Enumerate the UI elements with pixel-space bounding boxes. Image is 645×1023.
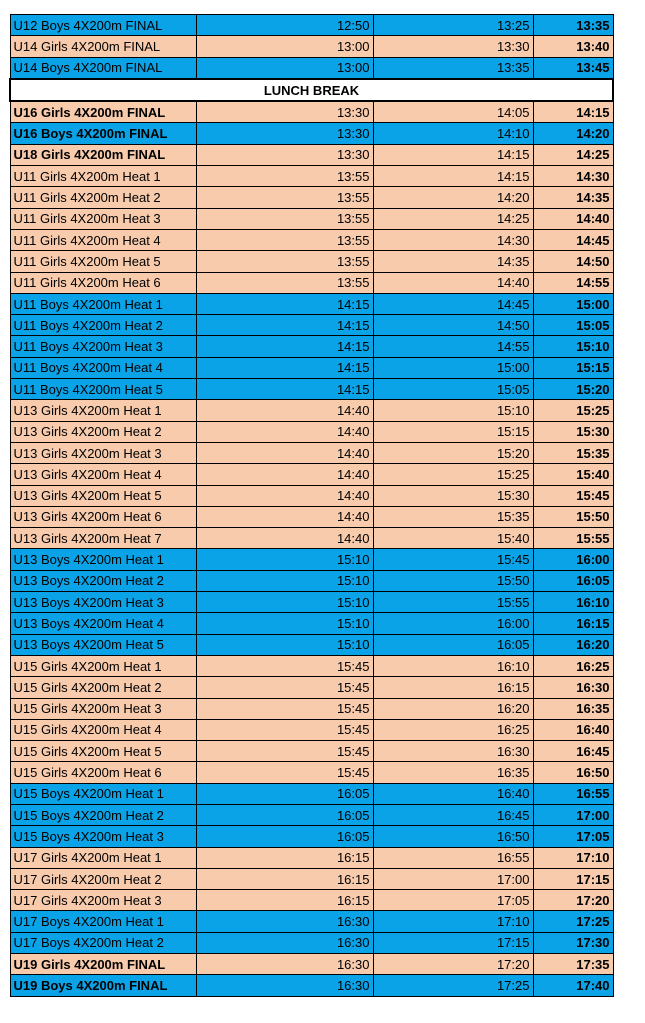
- final-time-cell: 15:45: [533, 485, 613, 506]
- end-time-cell: 16:10: [373, 655, 533, 676]
- final-time-cell: 15:20: [533, 379, 613, 400]
- end-time-cell: 16:40: [373, 783, 533, 804]
- start-time-cell: 14:40: [196, 400, 373, 421]
- event-name-cell: U18 Girls 4X200m FINAL: [10, 144, 196, 165]
- start-time-cell: 14:15: [196, 379, 373, 400]
- final-time-cell: 17:10: [533, 847, 613, 868]
- table-row: [10, 954, 613, 975]
- table-row: [10, 293, 613, 314]
- start-time-cell: 16:30: [196, 975, 373, 996]
- final-time-cell: 13:45: [533, 57, 613, 79]
- table-row: [10, 783, 613, 804]
- table-row: [10, 634, 613, 655]
- table-row: [10, 57, 613, 79]
- end-time-cell: 14:35: [373, 251, 533, 272]
- end-time-cell: 14:10: [373, 123, 533, 144]
- table-row: [10, 421, 613, 442]
- event-name-cell: U11 Girls 4X200m Heat 3: [10, 208, 196, 229]
- event-name-cell: U17 Girls 4X200m Heat 3: [10, 890, 196, 911]
- table-row: [10, 485, 613, 506]
- start-time-cell: 14:40: [196, 464, 373, 485]
- table-row: [10, 932, 613, 953]
- event-name-cell: U11 Girls 4X200m Heat 6: [10, 272, 196, 293]
- table-row: [10, 698, 613, 719]
- event-name-cell: U17 Boys 4X200m Heat 1: [10, 911, 196, 932]
- schedule-body: [10, 15, 613, 997]
- end-time-cell: 14:30: [373, 229, 533, 250]
- table-row: [10, 592, 613, 613]
- event-name-cell: U13 Boys 4X200m Heat 4: [10, 613, 196, 634]
- start-time-cell: 16:30: [196, 932, 373, 953]
- start-time-cell: 16:15: [196, 890, 373, 911]
- start-time-cell: 13:30: [196, 123, 373, 144]
- start-time-cell: 16:30: [196, 911, 373, 932]
- start-time-cell: 14:40: [196, 421, 373, 442]
- end-time-cell: 15:50: [373, 570, 533, 591]
- table-row: [10, 166, 613, 187]
- start-time-cell: 12:50: [196, 15, 373, 36]
- table-row: [10, 315, 613, 336]
- table-row: [10, 868, 613, 889]
- end-time-cell: 16:35: [373, 762, 533, 783]
- event-name-cell: U15 Girls 4X200m Heat 4: [10, 719, 196, 740]
- event-name-cell: U13 Girls 4X200m Heat 7: [10, 528, 196, 549]
- start-time-cell: 13:55: [196, 251, 373, 272]
- final-time-cell: 16:40: [533, 719, 613, 740]
- table-row: [10, 208, 613, 229]
- end-time-cell: 14:50: [373, 315, 533, 336]
- final-time-cell: 17:40: [533, 975, 613, 996]
- event-name-cell: U11 Boys 4X200m Heat 2: [10, 315, 196, 336]
- final-time-cell: 16:15: [533, 613, 613, 634]
- event-name-cell: U19 Girls 4X200m FINAL: [10, 954, 196, 975]
- event-name-cell: U15 Girls 4X200m Heat 3: [10, 698, 196, 719]
- end-time-cell: 17:05: [373, 890, 533, 911]
- end-time-cell: 16:20: [373, 698, 533, 719]
- start-time-cell: 15:10: [196, 592, 373, 613]
- start-time-cell: 15:45: [196, 741, 373, 762]
- final-time-cell: 14:35: [533, 187, 613, 208]
- final-time-cell: 15:55: [533, 528, 613, 549]
- final-time-cell: 14:30: [533, 166, 613, 187]
- start-time-cell: 15:45: [196, 698, 373, 719]
- schedule-table: [9, 14, 614, 997]
- table-row: [10, 101, 613, 123]
- end-time-cell: 14:15: [373, 166, 533, 187]
- end-time-cell: 13:30: [373, 36, 533, 57]
- final-time-cell: 14:40: [533, 208, 613, 229]
- start-time-cell: 15:45: [196, 762, 373, 783]
- final-time-cell: 17:20: [533, 890, 613, 911]
- start-time-cell: 14:15: [196, 315, 373, 336]
- table-row: [10, 890, 613, 911]
- end-time-cell: 15:35: [373, 506, 533, 527]
- table-row: [10, 655, 613, 676]
- final-time-cell: 13:40: [533, 36, 613, 57]
- event-name-cell: U14 Girls 4X200m FINAL: [10, 36, 196, 57]
- end-time-cell: 17:25: [373, 975, 533, 996]
- event-name-cell: U15 Girls 4X200m Heat 6: [10, 762, 196, 783]
- event-name-cell: U13 Boys 4X200m Heat 1: [10, 549, 196, 570]
- start-time-cell: 13:00: [196, 36, 373, 57]
- end-time-cell: 14:45: [373, 293, 533, 314]
- start-time-cell: 15:10: [196, 634, 373, 655]
- start-time-cell: 16:15: [196, 868, 373, 889]
- end-time-cell: 16:00: [373, 613, 533, 634]
- event-name-cell: U12 Boys 4X200m FINAL: [10, 15, 196, 36]
- final-time-cell: 17:25: [533, 911, 613, 932]
- table-row: [10, 36, 613, 57]
- start-time-cell: 14:40: [196, 528, 373, 549]
- end-time-cell: 15:20: [373, 442, 533, 463]
- table-row: [10, 826, 613, 847]
- end-time-cell: 15:25: [373, 464, 533, 485]
- table-row: [10, 464, 613, 485]
- event-name-cell: U13 Boys 4X200m Heat 2: [10, 570, 196, 591]
- event-name-cell: U13 Girls 4X200m Heat 6: [10, 506, 196, 527]
- end-time-cell: 15:05: [373, 379, 533, 400]
- final-time-cell: 16:35: [533, 698, 613, 719]
- start-time-cell: 14:40: [196, 442, 373, 463]
- final-time-cell: 14:45: [533, 229, 613, 250]
- event-name-cell: U15 Girls 4X200m Heat 2: [10, 677, 196, 698]
- event-name-cell: U13 Girls 4X200m Heat 2: [10, 421, 196, 442]
- table-row: [10, 804, 613, 825]
- table-row: [10, 741, 613, 762]
- end-time-cell: 15:45: [373, 549, 533, 570]
- start-time-cell: 13:55: [196, 166, 373, 187]
- event-name-cell: U11 Boys 4X200m Heat 4: [10, 357, 196, 378]
- event-name-cell: U13 Boys 4X200m Heat 5: [10, 634, 196, 655]
- event-name-cell: U11 Boys 4X200m Heat 3: [10, 336, 196, 357]
- event-name-cell: U19 Boys 4X200m FINAL: [10, 975, 196, 996]
- start-time-cell: 16:05: [196, 826, 373, 847]
- event-name-cell: U15 Girls 4X200m Heat 5: [10, 741, 196, 762]
- event-name-cell: U17 Girls 4X200m Heat 1: [10, 847, 196, 868]
- end-time-cell: 15:15: [373, 421, 533, 442]
- start-time-cell: 14:15: [196, 293, 373, 314]
- table-row: [10, 187, 613, 208]
- start-time-cell: 15:45: [196, 655, 373, 676]
- table-row: [10, 911, 613, 932]
- event-name-cell: U14 Boys 4X200m FINAL: [10, 57, 196, 79]
- start-time-cell: 13:30: [196, 101, 373, 123]
- final-time-cell: 15:50: [533, 506, 613, 527]
- final-time-cell: 13:35: [533, 15, 613, 36]
- final-time-cell: 16:05: [533, 570, 613, 591]
- event-name-cell: U16 Girls 4X200m FINAL: [10, 101, 196, 123]
- table-row: [10, 847, 613, 868]
- table-row: [10, 336, 613, 357]
- start-time-cell: 13:30: [196, 144, 373, 165]
- table-row: [10, 549, 613, 570]
- start-time-cell: 13:55: [196, 272, 373, 293]
- end-time-cell: 14:40: [373, 272, 533, 293]
- lunch-break-label: LUNCH BREAK: [10, 79, 613, 101]
- end-time-cell: 14:05: [373, 101, 533, 123]
- end-time-cell: 13:35: [373, 57, 533, 79]
- event-name-cell: U11 Girls 4X200m Heat 1: [10, 166, 196, 187]
- table-row: [10, 506, 613, 527]
- event-name-cell: U11 Boys 4X200m Heat 5: [10, 379, 196, 400]
- end-time-cell: 16:15: [373, 677, 533, 698]
- start-time-cell: 13:55: [196, 208, 373, 229]
- table-row: [10, 613, 613, 634]
- start-time-cell: 14:15: [196, 336, 373, 357]
- start-time-cell: 13:55: [196, 229, 373, 250]
- end-time-cell: 15:10: [373, 400, 533, 421]
- end-time-cell: 17:00: [373, 868, 533, 889]
- final-time-cell: 14:55: [533, 272, 613, 293]
- table-row: [10, 123, 613, 144]
- event-name-cell: U13 Girls 4X200m Heat 4: [10, 464, 196, 485]
- final-time-cell: 15:25: [533, 400, 613, 421]
- event-name-cell: U17 Girls 4X200m Heat 2: [10, 868, 196, 889]
- end-time-cell: 15:00: [373, 357, 533, 378]
- event-name-cell: U15 Boys 4X200m Heat 1: [10, 783, 196, 804]
- end-time-cell: 14:55: [373, 336, 533, 357]
- end-time-cell: 16:25: [373, 719, 533, 740]
- start-time-cell: 14:40: [196, 506, 373, 527]
- table-row: [10, 357, 613, 378]
- end-time-cell: 16:50: [373, 826, 533, 847]
- end-time-cell: 13:25: [373, 15, 533, 36]
- end-time-cell: 17:20: [373, 954, 533, 975]
- final-time-cell: 16:55: [533, 783, 613, 804]
- end-time-cell: 15:55: [373, 592, 533, 613]
- event-name-cell: U15 Boys 4X200m Heat 2: [10, 804, 196, 825]
- table-row: [10, 975, 613, 996]
- table-row: [10, 400, 613, 421]
- table-row: [10, 442, 613, 463]
- final-time-cell: 15:40: [533, 464, 613, 485]
- event-name-cell: U11 Girls 4X200m Heat 2: [10, 187, 196, 208]
- table-row: [10, 677, 613, 698]
- end-time-cell: 14:15: [373, 144, 533, 165]
- table-row: [10, 272, 613, 293]
- table-row: [10, 251, 613, 272]
- end-time-cell: 16:30: [373, 741, 533, 762]
- start-time-cell: 15:10: [196, 549, 373, 570]
- event-name-cell: U11 Girls 4X200m Heat 4: [10, 229, 196, 250]
- start-time-cell: 14:40: [196, 485, 373, 506]
- end-time-cell: 16:45: [373, 804, 533, 825]
- event-name-cell: U17 Boys 4X200m Heat 2: [10, 932, 196, 953]
- start-time-cell: 15:45: [196, 719, 373, 740]
- table-row: [10, 379, 613, 400]
- end-time-cell: 15:30: [373, 485, 533, 506]
- final-time-cell: 14:20: [533, 123, 613, 144]
- final-time-cell: 17:05: [533, 826, 613, 847]
- event-name-cell: U13 Boys 4X200m Heat 3: [10, 592, 196, 613]
- end-time-cell: 14:20: [373, 187, 533, 208]
- final-time-cell: 16:50: [533, 762, 613, 783]
- end-time-cell: 14:25: [373, 208, 533, 229]
- table-row: [10, 528, 613, 549]
- final-time-cell: 16:45: [533, 741, 613, 762]
- event-name-cell: U13 Girls 4X200m Heat 1: [10, 400, 196, 421]
- final-time-cell: 15:35: [533, 442, 613, 463]
- final-time-cell: 15:00: [533, 293, 613, 314]
- table-row: [10, 762, 613, 783]
- start-time-cell: 15:10: [196, 613, 373, 634]
- final-time-cell: 14:50: [533, 251, 613, 272]
- event-name-cell: U13 Girls 4X200m Heat 5: [10, 485, 196, 506]
- final-time-cell: 17:35: [533, 954, 613, 975]
- table-row: [10, 15, 613, 36]
- table-row: [10, 570, 613, 591]
- event-name-cell: U15 Boys 4X200m Heat 3: [10, 826, 196, 847]
- start-time-cell: 15:45: [196, 677, 373, 698]
- start-time-cell: 13:00: [196, 57, 373, 79]
- end-time-cell: 16:05: [373, 634, 533, 655]
- final-time-cell: 17:00: [533, 804, 613, 825]
- final-time-cell: 15:05: [533, 315, 613, 336]
- start-time-cell: 16:05: [196, 804, 373, 825]
- lunch-break-row: [10, 79, 613, 101]
- final-time-cell: 16:25: [533, 655, 613, 676]
- final-time-cell: 16:10: [533, 592, 613, 613]
- final-time-cell: 14:15: [533, 101, 613, 123]
- end-time-cell: 17:10: [373, 911, 533, 932]
- final-time-cell: 16:30: [533, 677, 613, 698]
- start-time-cell: 13:55: [196, 187, 373, 208]
- event-name-cell: U13 Girls 4X200m Heat 3: [10, 442, 196, 463]
- table-row: [10, 144, 613, 165]
- final-time-cell: 17:30: [533, 932, 613, 953]
- final-time-cell: 15:15: [533, 357, 613, 378]
- end-time-cell: 16:55: [373, 847, 533, 868]
- final-time-cell: 15:10: [533, 336, 613, 357]
- start-time-cell: 16:15: [196, 847, 373, 868]
- final-time-cell: 14:25: [533, 144, 613, 165]
- table-row: [10, 229, 613, 250]
- final-time-cell: 16:20: [533, 634, 613, 655]
- start-time-cell: 16:05: [196, 783, 373, 804]
- end-time-cell: 17:15: [373, 932, 533, 953]
- table-row: [10, 719, 613, 740]
- event-name-cell: U16 Boys 4X200m FINAL: [10, 123, 196, 144]
- start-time-cell: 14:15: [196, 357, 373, 378]
- event-name-cell: U11 Boys 4X200m Heat 1: [10, 293, 196, 314]
- final-time-cell: 16:00: [533, 549, 613, 570]
- start-time-cell: 15:10: [196, 570, 373, 591]
- event-name-cell: U15 Girls 4X200m Heat 1: [10, 655, 196, 676]
- start-time-cell: 16:30: [196, 954, 373, 975]
- final-time-cell: 15:30: [533, 421, 613, 442]
- event-name-cell: U11 Girls 4X200m Heat 5: [10, 251, 196, 272]
- end-time-cell: 15:40: [373, 528, 533, 549]
- final-time-cell: 17:15: [533, 868, 613, 889]
